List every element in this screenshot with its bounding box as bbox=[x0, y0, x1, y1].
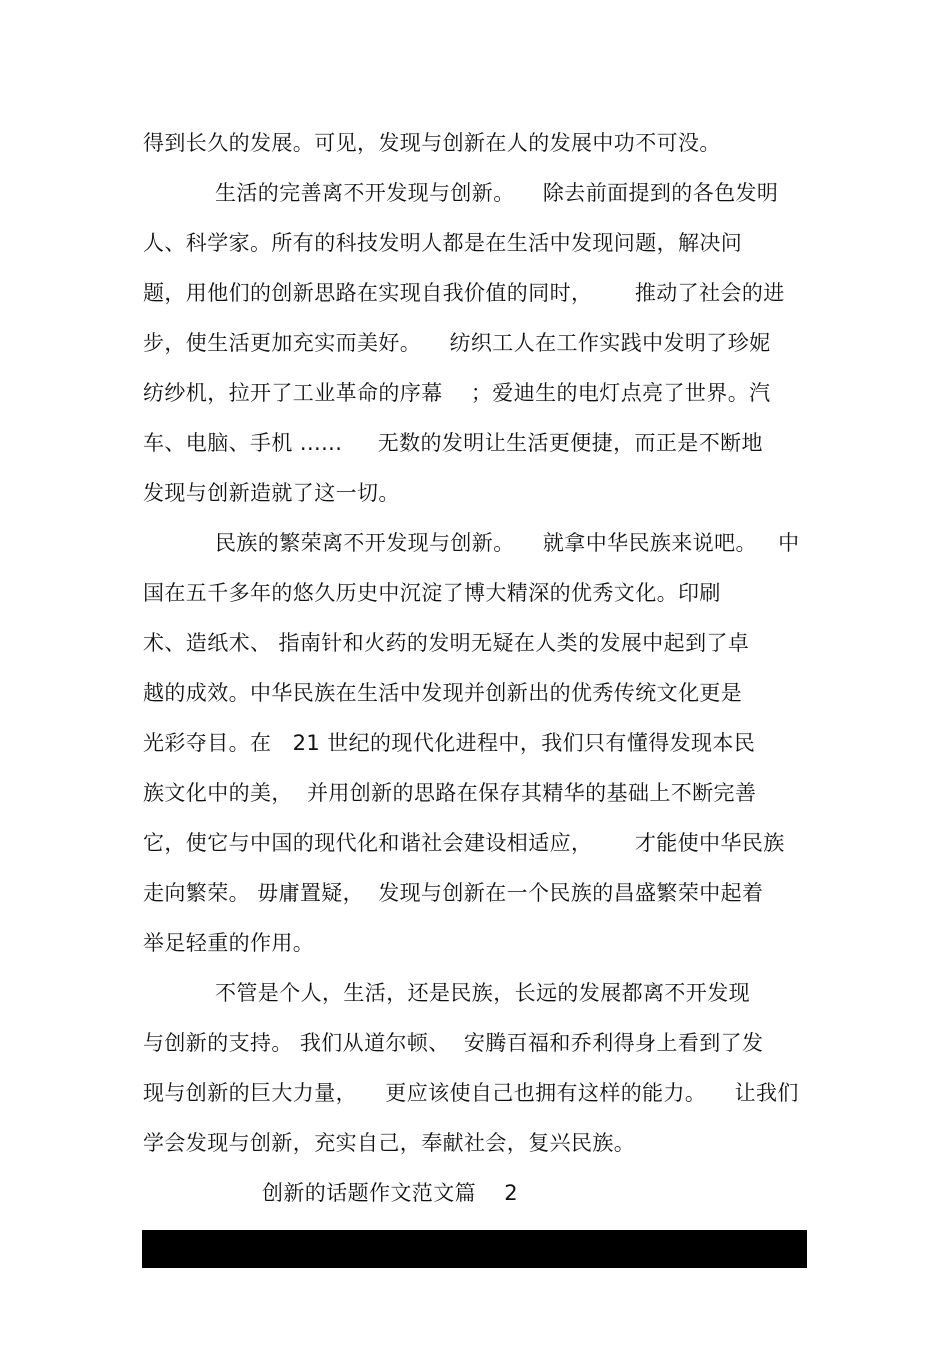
text-line-6: 纺纱机，拉开了工业革命的序幕 ；爱迪生的电灯点亮了世界。汽 bbox=[143, 381, 771, 405]
text-line-14: 族文化中的美， 并用创新的思路在保存其精华的基础上不断完善 bbox=[143, 781, 757, 805]
text-line-19: 与创新的支持。 我们从道尔顿、 安腾百福和乔利得身上看到了发 bbox=[143, 1031, 764, 1055]
text-line-4: 题，用他们的创新思路在实现自我价值的同时， 推动了社会的进 bbox=[143, 281, 785, 305]
section-heading: 创新的话题作文范文篇 2 bbox=[262, 1181, 519, 1205]
text-line-1: 得到长久的发展。可见，发现与创新在人的发展中功不可没。 bbox=[143, 131, 721, 155]
text-line-7: 车、电脑、手机 ...... 无数的发明让生活更便捷，而正是不断地 bbox=[143, 431, 763, 455]
redaction-bar bbox=[142, 1230, 807, 1268]
text-line-2: 生活的完善离不开发现与创新。 除去前面提到的各色发明 bbox=[215, 181, 779, 205]
text-line-16: 走向繁荣。 毋庸置疑， 发现与创新在一个民族的昌盛繁荣中起着 bbox=[143, 881, 764, 905]
text-line-21: 学会发现与创新，充实自己，奉献社会，复兴民族。 bbox=[143, 1131, 636, 1155]
text-line-20: 现与创新的巨大力量， 更应该使自己也拥有这样的能力。 让我们 bbox=[143, 1081, 799, 1105]
text-line-8: 发现与创新造就了这一切。 bbox=[143, 481, 400, 505]
text-line-15: 它，使它与中国的现代化和谐社会建设相适应， 才能使中华民族 bbox=[143, 831, 785, 855]
text-line-9: 民族的繁荣离不开发现与创新。 就拿中华民族来说吧。 中 bbox=[215, 531, 800, 555]
text-line-17: 举足轻重的作用。 bbox=[143, 931, 315, 955]
text-line-5: 步，使生活更加充实而美好。 纺织工人在工作实践中发明了珍妮 bbox=[143, 331, 771, 355]
text-line-13: 光彩夺目。在 21 世纪的现代化进程中，我们只有懂得发现本民 bbox=[143, 731, 756, 755]
text-line-10: 国在五千多年的悠久历史中沉淀了博大精深的优秀文化。印刷 bbox=[143, 581, 721, 605]
text-line-3: 人、科学家。所有的科技发明人都是在生活中发现问题，解决问 bbox=[143, 231, 743, 255]
text-line-18: 不管是个人，生活，还是民族，长远的发展都离不开发现 bbox=[215, 981, 750, 1005]
text-line-11: 术、造纸术、 指南针和火药的发明无疑在人类的发展中起到了卓 bbox=[143, 631, 750, 655]
text-line-12: 越的成效。中华民族在生活中发现并创新出的优秀传统文化更是 bbox=[143, 681, 743, 705]
